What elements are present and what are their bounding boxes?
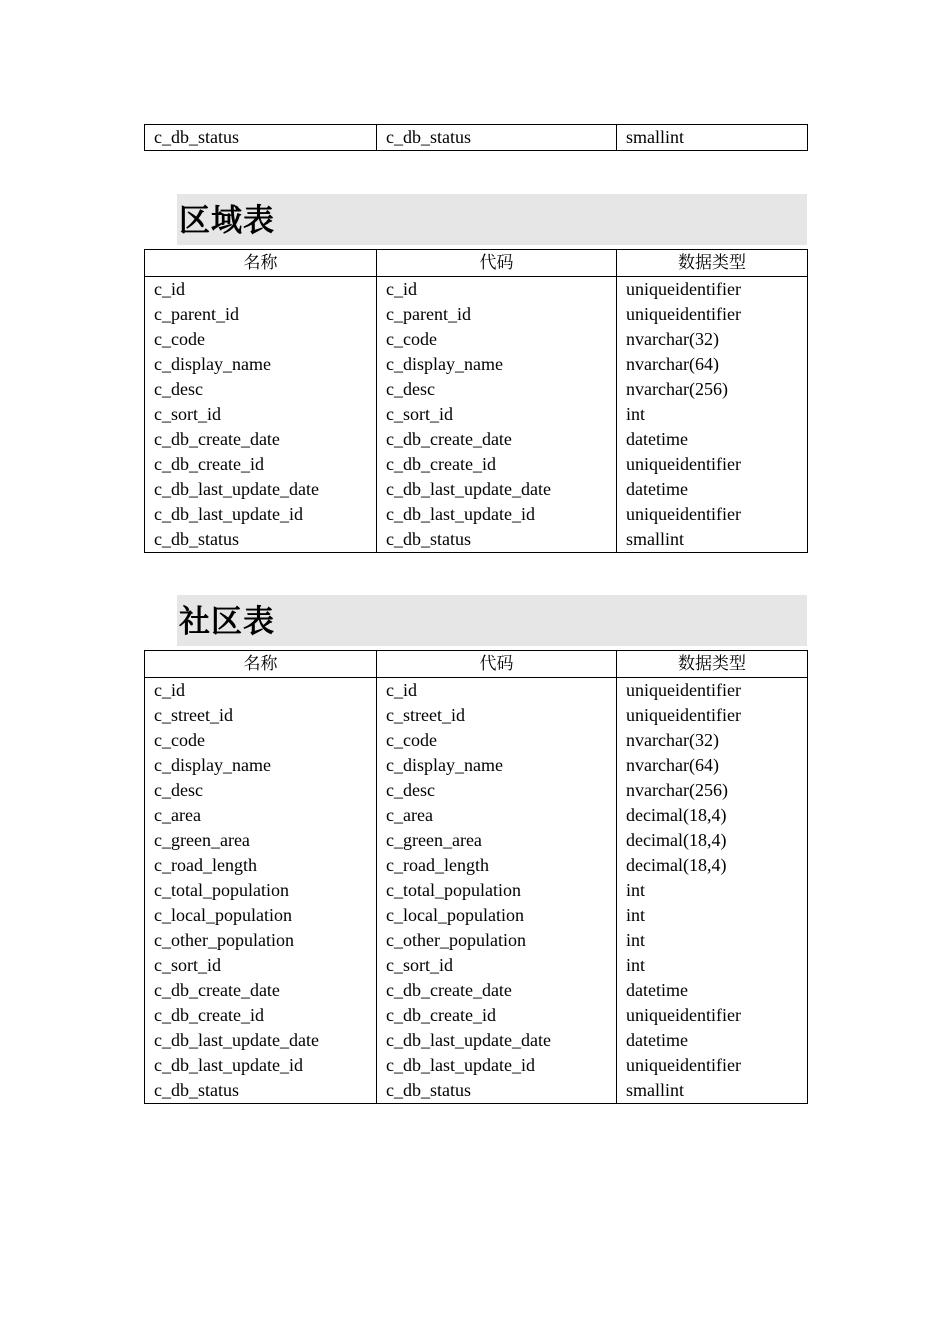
field-code-cell: c_code — [377, 728, 617, 753]
field-name-cell: c_parent_id — [145, 302, 377, 327]
table-row — [145, 778, 807, 803]
table-row — [145, 352, 807, 377]
table-row — [145, 703, 807, 728]
field-type-cell: nvarchar(256) — [626, 379, 728, 399]
field-code-cell: c_db_last_update_date — [377, 1028, 617, 1053]
table-row — [145, 327, 807, 352]
field-name-cell: c_id — [145, 277, 377, 302]
table-row — [145, 502, 807, 527]
table-row — [145, 1028, 807, 1053]
table-row — [145, 978, 807, 1003]
table-row — [145, 953, 807, 978]
field-type-cell: smallint — [626, 127, 684, 147]
field-name-cell: c_db_last_update_id — [145, 1053, 377, 1078]
field-name-cell: c_db_create_id — [145, 1003, 377, 1028]
table-row — [145, 452, 807, 477]
field-type-cell: nvarchar(32) — [626, 730, 719, 750]
region-table — [144, 249, 808, 553]
field-code-cell: c_display_name — [377, 753, 617, 778]
field-name-cell: c_code — [145, 327, 377, 352]
table-header-row — [145, 250, 807, 277]
field-type-cell: uniqueidentifier — [626, 279, 741, 299]
field-code-cell: c_local_population — [377, 903, 617, 928]
table-row — [145, 1053, 807, 1078]
community-table — [144, 650, 808, 1104]
field-type-cell: int — [626, 880, 646, 900]
field-type-cell: uniqueidentifier — [626, 1055, 741, 1075]
field-name-cell: c_db_create_date — [145, 427, 377, 452]
table-body — [145, 277, 807, 552]
section-title-community: 社区表 — [177, 595, 807, 646]
field-type-cell: nvarchar(64) — [626, 755, 719, 775]
fragment-table — [144, 124, 808, 151]
table-row — [145, 125, 807, 150]
field-type-cell: smallint — [626, 529, 684, 549]
table-row — [145, 477, 807, 502]
field-type-cell: uniqueidentifier — [626, 705, 741, 725]
field-name-cell: c_other_population — [145, 928, 377, 953]
field-name-cell: c_sort_id — [145, 402, 377, 427]
section-title-region: 区域表 — [177, 194, 807, 245]
field-code-cell: c_id — [377, 678, 617, 703]
table-row — [145, 853, 807, 878]
field-code-cell: c_db_create_id — [377, 452, 617, 477]
field-name-cell: c_display_name — [145, 352, 377, 377]
table-row — [145, 728, 807, 753]
header-name: 名称 — [145, 250, 377, 276]
field-name-cell: c_desc — [145, 778, 377, 803]
field-name-cell: c_display_name — [145, 753, 377, 778]
field-code-cell: c_db_last_update_date — [377, 477, 617, 502]
table-row — [145, 878, 807, 903]
field-code-cell: c_other_population — [377, 928, 617, 953]
field-name-cell: c_id — [145, 678, 377, 703]
field-name-cell: c_db_status — [145, 125, 377, 150]
field-name-cell: c_sort_id — [145, 953, 377, 978]
header-type: 数据类型 — [678, 654, 746, 674]
field-name-cell: c_db_status — [145, 1078, 377, 1103]
table-row — [145, 678, 807, 703]
field-name-cell: c_green_area — [145, 828, 377, 853]
field-type-cell: decimal(18,4) — [626, 855, 727, 875]
field-code-cell: c_area — [377, 803, 617, 828]
field-type-cell: uniqueidentifier — [626, 504, 741, 524]
field-type-cell: decimal(18,4) — [626, 830, 727, 850]
field-name-cell: c_street_id — [145, 703, 377, 728]
header-code: 代码 — [377, 651, 617, 677]
field-type-cell: datetime — [626, 429, 688, 449]
table-header-row — [145, 651, 807, 678]
field-name-cell: c_db_status — [145, 527, 377, 552]
field-name-cell: c_area — [145, 803, 377, 828]
field-name-cell: c_db_create_id — [145, 452, 377, 477]
field-type-cell: uniqueidentifier — [626, 1005, 741, 1025]
field-code-cell: c_code — [377, 327, 617, 352]
field-code-cell: c_db_create_id — [377, 1003, 617, 1028]
field-code-cell: c_street_id — [377, 703, 617, 728]
field-code-cell: c_road_length — [377, 853, 617, 878]
field-code-cell: c_parent_id — [377, 302, 617, 327]
field-type-cell: int — [626, 404, 646, 424]
field-type-cell: uniqueidentifier — [626, 454, 741, 474]
header-code: 代码 — [377, 250, 617, 276]
field-name-cell: c_road_length — [145, 853, 377, 878]
table-body — [145, 678, 807, 1103]
field-code-cell: c_db_last_update_id — [377, 502, 617, 527]
field-code-cell: c_db_create_date — [377, 978, 617, 1003]
field-name-cell: c_total_population — [145, 878, 377, 903]
field-code-cell: c_db_status — [377, 1078, 617, 1103]
header-name: 名称 — [145, 651, 377, 677]
field-type-cell: nvarchar(32) — [626, 329, 719, 349]
table-row — [145, 753, 807, 778]
field-code-cell: c_db_status — [377, 125, 617, 150]
field-name-cell: c_code — [145, 728, 377, 753]
field-type-cell: datetime — [626, 1030, 688, 1050]
field-type-cell: nvarchar(64) — [626, 354, 719, 374]
field-name-cell: c_db_last_update_date — [145, 1028, 377, 1053]
field-code-cell: c_id — [377, 277, 617, 302]
field-code-cell: c_sort_id — [377, 402, 617, 427]
field-code-cell: c_display_name — [377, 352, 617, 377]
table-row — [145, 277, 807, 302]
table-row — [145, 1003, 807, 1028]
table-row — [145, 828, 807, 853]
header-type: 数据类型 — [678, 253, 746, 273]
field-code-cell: c_sort_id — [377, 953, 617, 978]
field-code-cell: c_total_population — [377, 878, 617, 903]
table-row — [145, 803, 807, 828]
field-code-cell: c_green_area — [377, 828, 617, 853]
field-type-cell: int — [626, 905, 646, 925]
field-type-cell: smallint — [626, 1080, 684, 1100]
field-name-cell: c_db_create_date — [145, 978, 377, 1003]
field-code-cell: c_desc — [377, 377, 617, 402]
field-type-cell: datetime — [626, 479, 688, 499]
field-type-cell: nvarchar(256) — [626, 780, 728, 800]
field-code-cell: c_db_last_update_id — [377, 1053, 617, 1078]
field-code-cell: c_db_create_date — [377, 427, 617, 452]
field-type-cell: datetime — [626, 980, 688, 1000]
table-row — [145, 1078, 807, 1103]
table-row — [145, 377, 807, 402]
table-row — [145, 427, 807, 452]
table-row — [145, 527, 807, 552]
field-type-cell: uniqueidentifier — [626, 304, 741, 324]
field-name-cell: c_desc — [145, 377, 377, 402]
field-type-cell: int — [626, 955, 646, 975]
field-name-cell: c_db_last_update_date — [145, 477, 377, 502]
field-code-cell: c_desc — [377, 778, 617, 803]
field-type-cell: uniqueidentifier — [626, 680, 741, 700]
field-type-cell: decimal(18,4) — [626, 805, 727, 825]
field-type-cell: int — [626, 930, 646, 950]
table-row — [145, 402, 807, 427]
field-name-cell: c_db_last_update_id — [145, 502, 377, 527]
field-name-cell: c_local_population — [145, 903, 377, 928]
field-code-cell: c_db_status — [377, 527, 617, 552]
table-row — [145, 903, 807, 928]
table-row — [145, 928, 807, 953]
table-row — [145, 302, 807, 327]
